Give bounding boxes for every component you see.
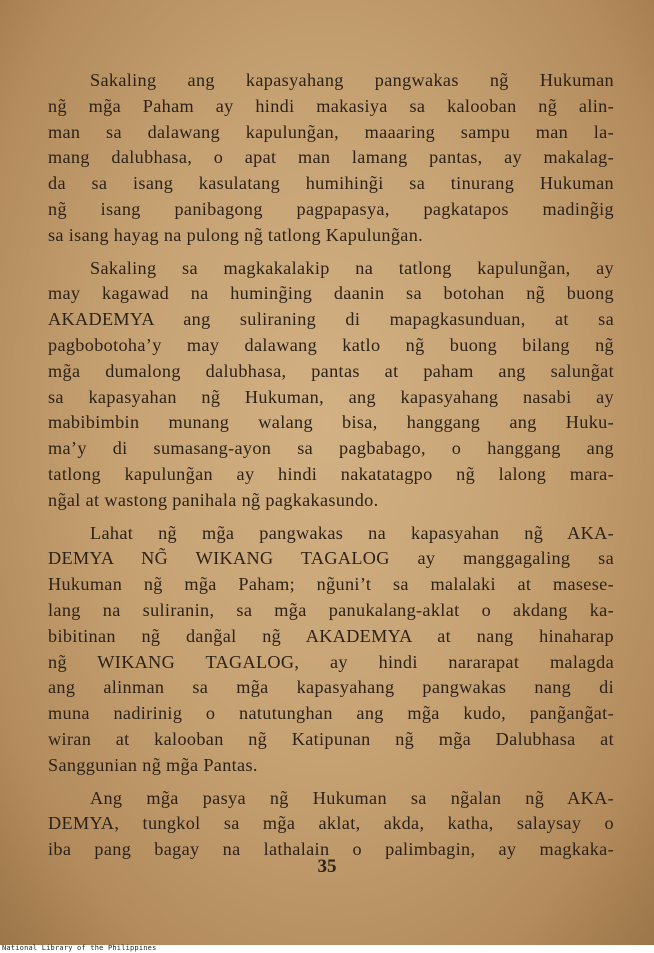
text-line: muna nadirinig o natutunghan ang mg̃a kudo, pang̃ang̃at- — [48, 703, 614, 724]
text-line: bibitinan ng̃ dang̃al ng̃ AKADEMYA at nang hinaharap — [48, 625, 614, 646]
paragraph-3 — [48, 521, 614, 779]
text-line: AKADEMYA ang suliraning di mapagkasunduan, at sa — [48, 309, 614, 330]
text-line: DEMYA NG̃ WIKANG TAGALOG ay manggagaling sa — [48, 548, 614, 569]
text-line: DEMYA, tungkol sa mg̃a aklat, akda, katha, salaysay o — [48, 813, 614, 834]
text-line: wiran at kalooban ng̃ Katipunan ng̃ mg̃a Dalubhasa at — [48, 728, 614, 749]
text-line: man sa dalawang kapulung̃an, maaaring sampu man la- — [48, 121, 614, 142]
text-line: Sanggunian ng̃ mg̃a Pantas. — [48, 754, 258, 775]
paragraph-4 — [48, 786, 614, 863]
text-line: may kagawad na huming̃ing daanin sa botohan ng̃ buong — [48, 283, 614, 304]
text-line: sa isang hayag na pulong ng̃ tatlong Kapulung̃an. — [48, 224, 424, 245]
text-line: mang dalubhasa, o apat man lamang pantas, ay makalag- — [48, 147, 614, 168]
paragraph-2 — [48, 256, 614, 514]
text-line: ang alinman sa mg̃a kapasyahang pangwakas nang di — [48, 677, 614, 698]
text-line: tatlong kapulung̃an ay hindi nakatatagpo ng̃ lalong mara- — [48, 463, 614, 484]
text-line: ng̃al at wastong panihala ng̃ pagkakasundo. — [48, 489, 379, 510]
page-number: 35 — [317, 856, 337, 877]
text-line: Sakaling ang kapasyahang pangwakas ng̃ Hukuman — [90, 70, 614, 90]
text-line: mg̃a dumalong dalubhasa, pantas at paham ang salung̃at — [48, 360, 614, 381]
text-line: Hukuman ng̃ mg̃a Paham; ng̃uni’t sa malalaki at masese- — [48, 574, 614, 595]
text-line: Lahat ng̃ mg̃a pangwakas na kapasyahan ng̃ AKA- — [90, 522, 614, 543]
text-line: mabibimbin munang walang bisa, hanggang ang Huku- — [48, 412, 614, 433]
library-credit: National Library of the Philippines — [2, 944, 157, 952]
text-line: Sakaling sa magkakalakip na tatlong kapulung̃an, ay — [90, 257, 614, 278]
text-line: Ang mg̃a pasya ng̃ Hukuman sa ng̃alan ng̃ AKA- — [90, 787, 614, 808]
text-line: ng̃ WIKANG TAGALOG, ay hindi nararapat malagda — [48, 651, 614, 672]
text-line: sa kapasyahan ng̃ Hukuman, ang kapasyahang nasabi ay — [48, 386, 614, 407]
paragraph-1 — [48, 68, 614, 249]
body-text — [48, 68, 614, 870]
text-line: iba pang bagay na lathalain o palimbagin, ay magkaka- — [48, 839, 614, 860]
text-line: ng̃ isang panibagong pagpapasya, pagkatapos mading̃ig — [48, 198, 614, 219]
text-line: ma’y di sumasang-ayon sa pagbabago, o hanggang ang — [48, 438, 614, 459]
text-line: pagbobotoha’y may dalawang katlo ng̃ buong bilang ng̃ — [48, 334, 614, 355]
text-line: lang na suliranin, sa mg̃a panukalang-aklat o akdang ka- — [48, 599, 614, 620]
text-line: ng̃ mg̃a Paham ay hindi makasiya sa kalooban ng̃ alin- — [48, 95, 614, 116]
text-line: da sa isang kasulatang humihing̃i sa tinurang Hukuman — [48, 173, 614, 194]
